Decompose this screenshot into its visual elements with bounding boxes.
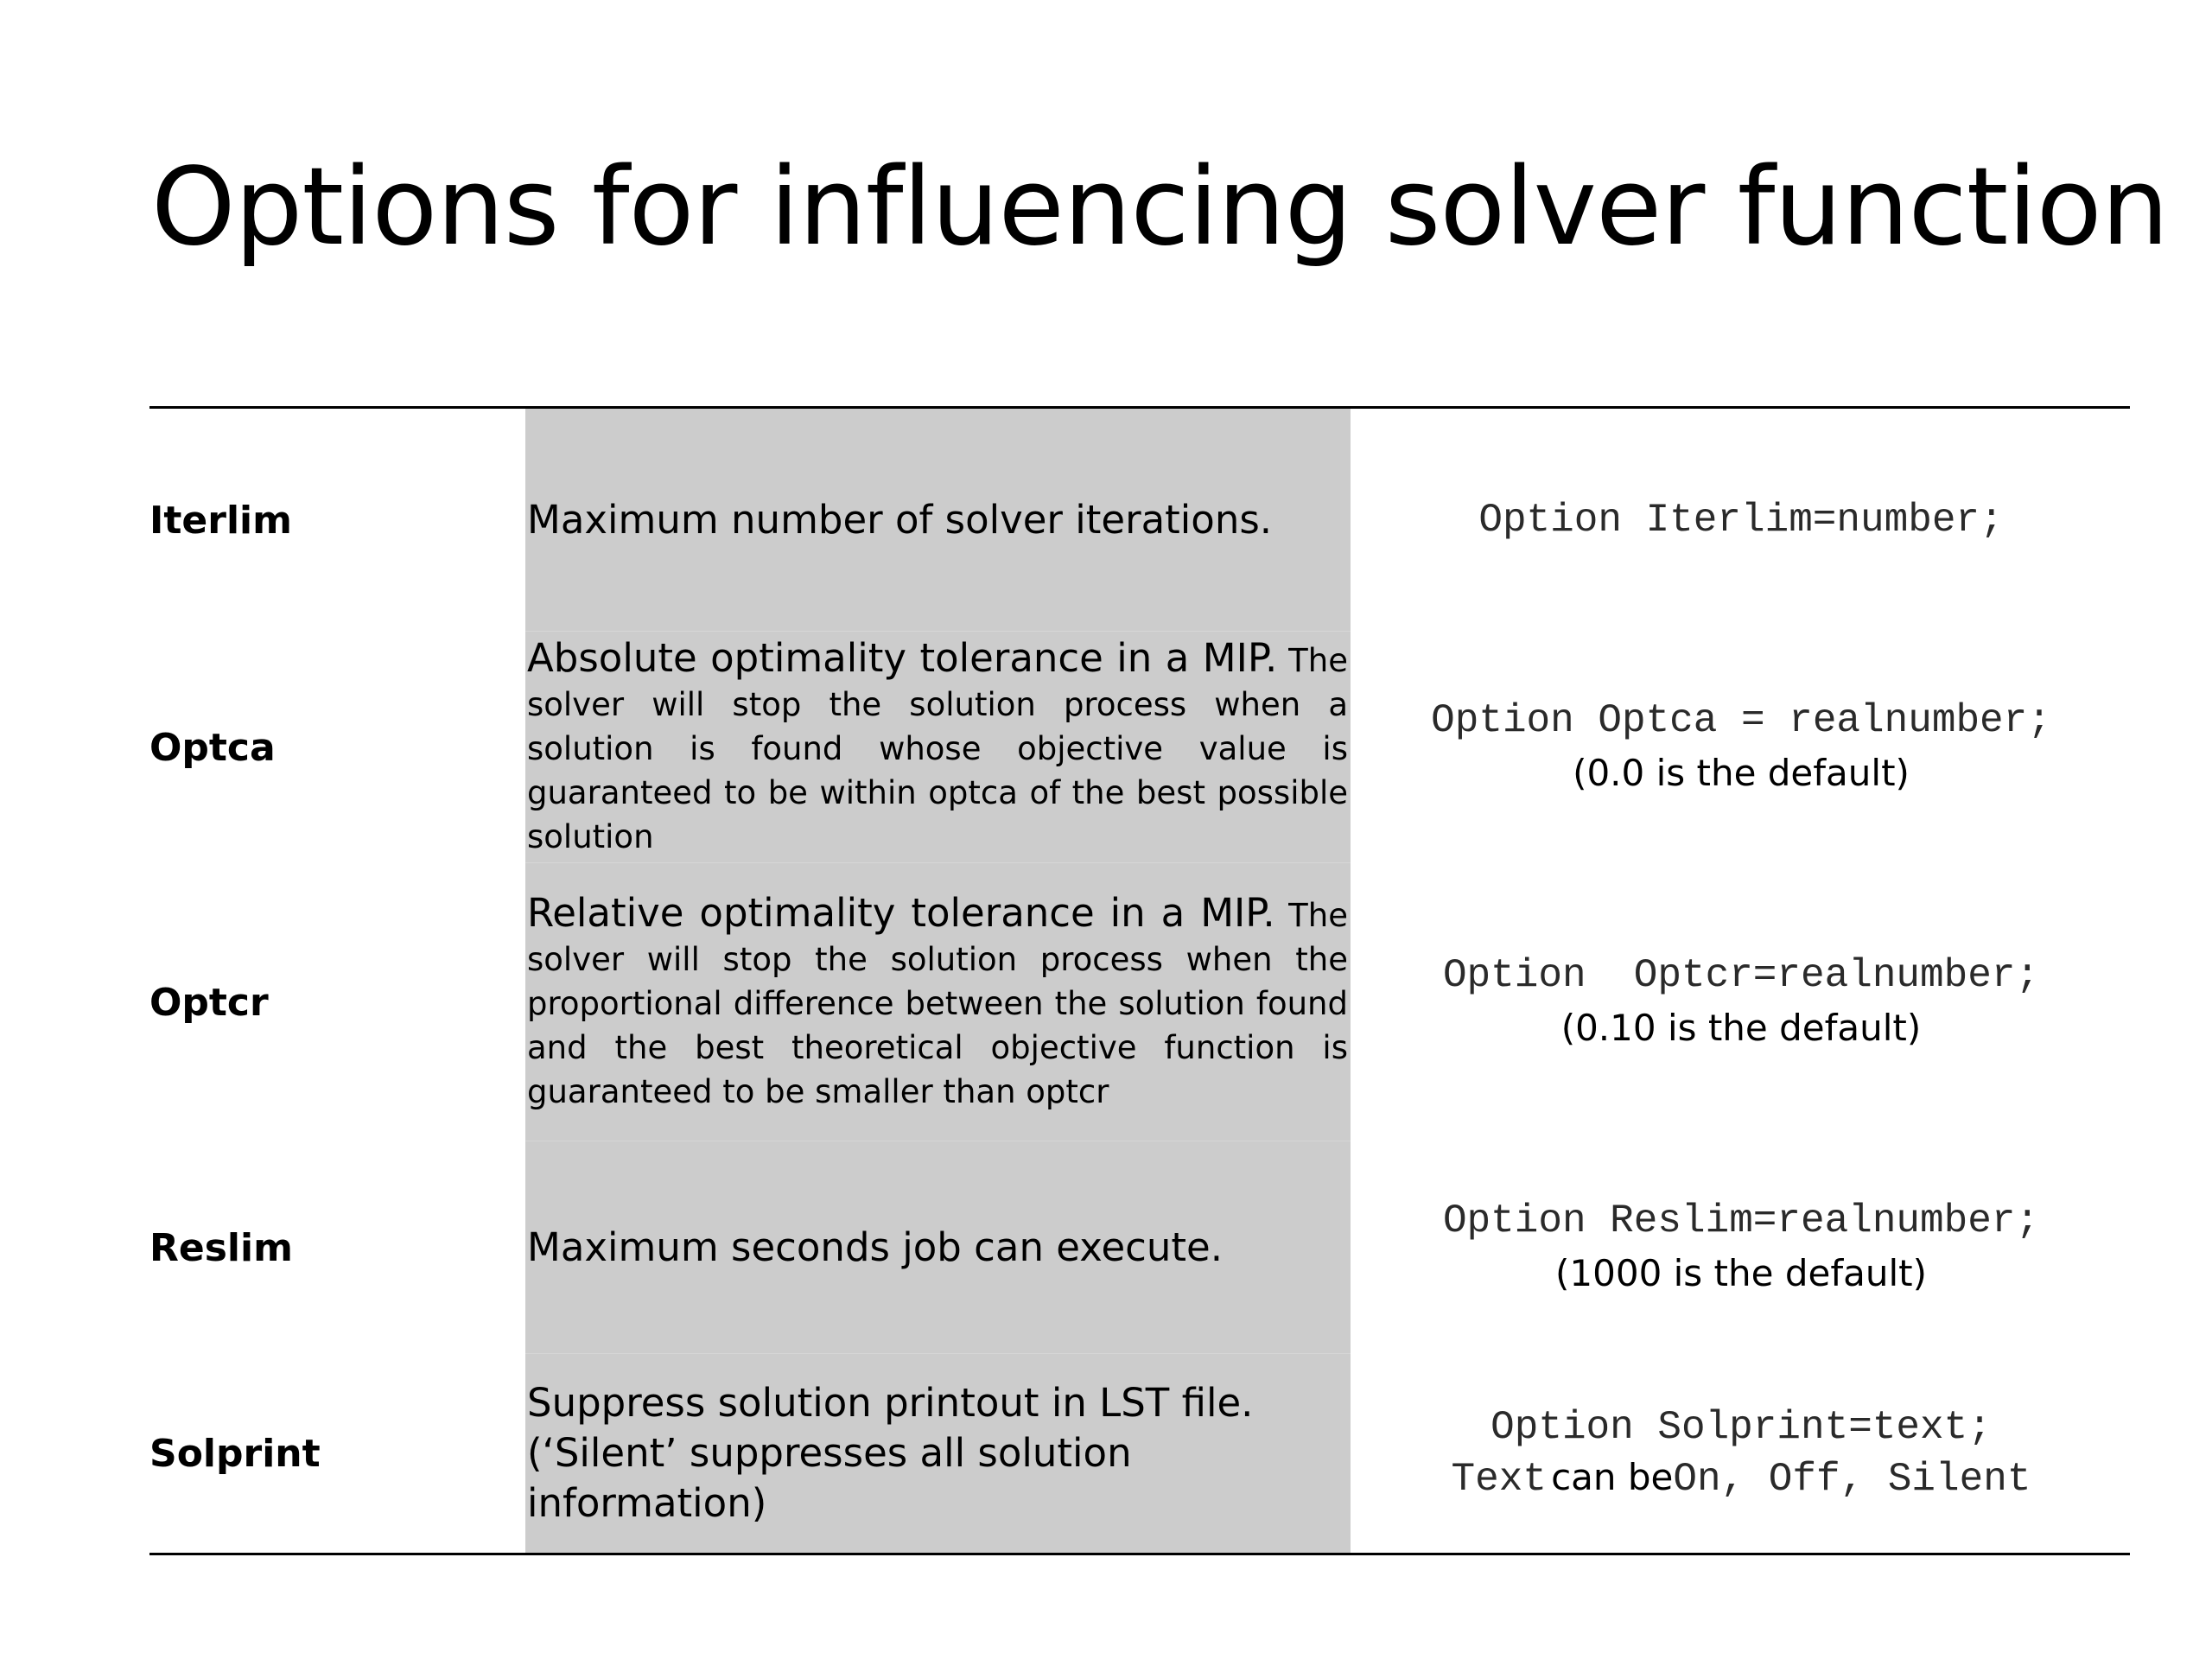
- option-description-text: Maximum number of solver iterations.: [527, 497, 1273, 543]
- option-syntax-code: Option Iterlim=number;: [1478, 498, 2004, 543]
- option-syntax-text-keyword: Text: [1451, 1457, 1547, 1502]
- option-description-text: Suppress solution printout in LST file. (‘Silent’ suppresses all solution information): [527, 1380, 1254, 1526]
- option-description-lead: Absolute optimality tolerance in a MIP.: [527, 635, 1278, 681]
- option-syntax-connector: can be: [1551, 1456, 1674, 1498]
- option-default-note: (0.10 is the default): [1560, 1007, 1922, 1049]
- option-description: [527, 1354, 1348, 1553]
- table-row-optca: [149, 632, 2130, 863]
- option-syntax-values-line: [1352, 1453, 2130, 1505]
- option-syntax: [1352, 863, 2130, 1141]
- option-description: [527, 632, 1348, 863]
- option-syntax-code: Option Optca = realnumber;: [1431, 698, 2051, 743]
- table-bottom-rule: [149, 1553, 2130, 1555]
- option-description-detail: The solver will stop the solution process when a solution is found whose objective value is guaranteed to be within optca of the best possible solution: [527, 642, 1348, 855]
- option-name: Solprint: [149, 1431, 321, 1476]
- option-name: Optcr: [149, 980, 269, 1025]
- option-syntax-allowed-values: On, Off, Silent: [1673, 1457, 2031, 1502]
- option-syntax: [1352, 1141, 2130, 1354]
- option-description-text: Maximum seconds job can execute.: [527, 1224, 1224, 1270]
- slide-title: Options for influencing solver function: [151, 145, 2169, 270]
- option-description: [527, 863, 1348, 1141]
- option-syntax-code: Option Solprint=text;: [1491, 1405, 1992, 1450]
- table-row-iterlim: [149, 409, 2130, 632]
- option-name: Iterlim: [149, 498, 292, 543]
- option-syntax-code: Option Reslim=realnumber;: [1442, 1198, 2040, 1243]
- option-default-note: (0.0 is the default): [1573, 752, 1910, 794]
- option-description: [527, 409, 1348, 632]
- option-description-text: [527, 636, 1348, 859]
- option-syntax-code: Option Optcr=realnumber;: [1442, 953, 2040, 998]
- option-syntax: [1352, 632, 2130, 863]
- table-row-optcr: [149, 863, 2130, 1141]
- option-default-note: (1000 is the default): [1555, 1252, 1927, 1294]
- option-name: Reslim: [149, 1225, 293, 1270]
- option-name: Optca: [149, 725, 276, 770]
- option-description: [527, 1141, 1348, 1354]
- option-syntax: [1352, 409, 2130, 632]
- option-description-text: [527, 891, 1348, 1114]
- table-row-solprint: [149, 1354, 2130, 1553]
- option-description-detail: The solver will stop the solution process when the proportional difference between the solution found and the best theoretical objective function is guaranteed to be smaller than optcr: [527, 897, 1348, 1110]
- table-row-reslim: [149, 1141, 2130, 1354]
- option-syntax: [1352, 1354, 2130, 1553]
- option-description-lead: Relative optimality tolerance in a MIP.: [527, 890, 1275, 936]
